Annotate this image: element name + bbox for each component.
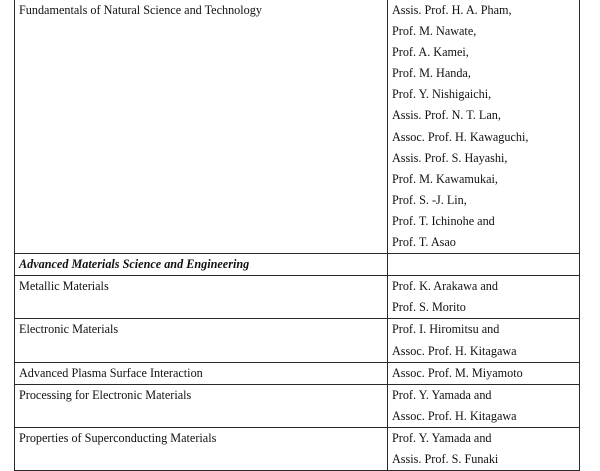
subject-cell — [15, 362, 388, 384]
instructor-name: Prof. T. Asao — [392, 235, 456, 250]
instructor-name: Assoc. Prof. H. Kawaguchi, — [392, 129, 529, 144]
table-row — [15, 362, 580, 384]
instructor-name: Prof. Y. Yamada and — [392, 430, 492, 445]
instructors-cell — [388, 427, 580, 470]
section-title-cell — [15, 254, 388, 276]
table-row — [15, 276, 580, 319]
instructor-name: Prof. S. Morito — [392, 300, 466, 315]
instructor-name: Prof. K. Arakawa and — [392, 279, 498, 294]
instructor-name: Prof. M. Kawamukai, — [392, 171, 498, 186]
instructor-name: Assis. Prof. H. A. Pham, — [392, 3, 512, 17]
instructor-name: Prof. M. Handa, — [392, 66, 471, 81]
instructors-cell-empty — [388, 254, 580, 276]
course-instructor-table — [14, 0, 580, 471]
subject-cell — [15, 276, 388, 319]
document-page — [14, 0, 579, 471]
subject-name: Properties of Superconducting Materials — [19, 430, 217, 445]
instructors-cell — [388, 319, 580, 362]
instructor-name: Assoc. Prof. H. Kitagawa — [392, 408, 517, 423]
subject-name: Metallic Materials — [19, 279, 109, 294]
table-row — [15, 0, 580, 254]
instructor-name: Assoc. Prof. H. Kitagawa — [392, 343, 517, 358]
instructors-cell — [388, 384, 580, 427]
table-row — [15, 384, 580, 427]
instructor-name: Assis. Prof. S. Funaki — [392, 451, 499, 466]
table-row — [15, 319, 580, 362]
subject-cell — [15, 427, 388, 470]
section-row — [15, 254, 580, 276]
instructor-name: Prof. T. Ichinohe and — [392, 213, 495, 228]
section-title: Advanced Materials Science and Engineering — [19, 257, 250, 272]
instructors-cell — [388, 0, 580, 254]
instructor-name: Assis. Prof. S. Hayashi, — [392, 150, 508, 165]
instructor-name: Prof. S. -J. Lin, — [392, 192, 467, 207]
instructors-cell — [388, 276, 580, 319]
subject-cell — [15, 384, 388, 427]
instructor-name: Prof. Y. Nishigaichi, — [392, 87, 492, 102]
subject-name: Processing for Electronic Materials — [19, 387, 192, 402]
subject-name: Electronic Materials — [19, 322, 119, 337]
instructor-name: Prof. A. Kamei, — [392, 45, 469, 60]
instructor-name: Assoc. Prof. M. Miyamoto — [392, 365, 523, 380]
instructor-name: Prof. I. Hiromitsu and — [392, 322, 500, 337]
subject-name: Advanced Plasma Surface Interaction — [19, 365, 203, 380]
instructor-name: Prof. M. Nawate, — [392, 24, 477, 39]
table-row — [15, 427, 580, 470]
subject-name: Fundamentals of Natural Science and Technology — [19, 3, 262, 17]
instructor-name: Prof. Y. Yamada and — [392, 387, 492, 402]
subject-cell — [15, 0, 388, 254]
instructors-cell — [388, 362, 580, 384]
instructor-name: Assis. Prof. N. T. Lan, — [392, 108, 501, 123]
subject-cell — [15, 319, 388, 362]
